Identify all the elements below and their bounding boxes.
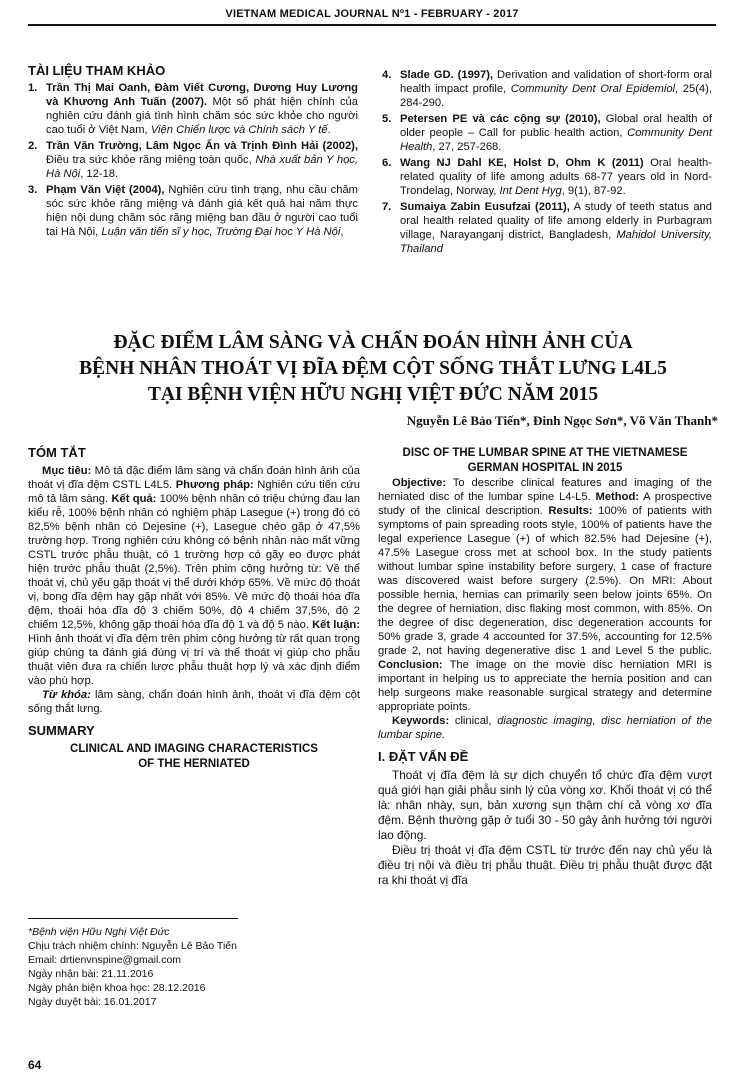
summary-keywords-label: Keywords: bbox=[392, 715, 450, 727]
intro-paragraph-2: Điều trị thoát vị đĩa đệm CSTL từ trước đến nay chủ yếu là điều trị nội và điều trị phẫu thuật. Điều trị phẫu thuật được đặt ra khi thoát vị đĩa bbox=[378, 843, 712, 887]
journal-header: VIETNAM MEDICAL JOURNAL Nº1 - FEBRUARY - 2017 bbox=[225, 8, 519, 20]
reference-number: 5. bbox=[382, 113, 392, 125]
reference-tail: , bbox=[340, 226, 344, 238]
title-line: ĐẶC ĐIỂM LÂM SÀNG VÀ CHẨN ĐOÁN HÌNH ẢNH CỦA bbox=[113, 332, 633, 353]
summary-results-text: 100% of patients with symptoms of pain spreading roots style, 100% of patients have the legal experience Lasegue (+) of which 82.5% had Dejesine (+), 47.5% Lasegue cross met at school box. In the study patients without lumbar spine instability before surgery, 1 case of fracture was discovered waist before surgery (2.5%). On MRI: About possible hernia, hernias can primarily seen below joints 65%. On the degree of herniation, disc flaking most common, with 85%. On the degree of disc degeneration, disc degeneration accounts for 50% grade 3, grade 4 accounted for 37.5%, accounting for 12.5% grade 2, not having degenerative disc 1 and Level 5 the public. bbox=[378, 505, 712, 657]
objective-text: Mô tả đặc điểm lâm sàng và chẩn đoán hình ảnh của thoát vị đĩa đệm CSTL L4L5. bbox=[28, 465, 360, 491]
references-left-column bbox=[28, 64, 358, 241]
summary-title-part2: DISC OF THE LUMBAR SPINE AT THE VIETNAMESE GERMAN HOSPITAL IN 2015 bbox=[402, 447, 688, 474]
footnote-responsible: Chịu trách nhiệm chính: Nguyễn Lê Bảo Tiến bbox=[28, 940, 237, 952]
reference-item bbox=[28, 183, 358, 239]
summary-conclusion-label: Conclusion: bbox=[378, 659, 443, 671]
reference-text: Điều tra sức khỏe răng miệng toàn quốc, bbox=[46, 154, 256, 166]
results-text: 100% bệnh nhân có triệu chứng đau lan kiểu rễ, 100% bệnh nhân có nghiệm pháp Lasegue (+) trong đó có 82,5% bệnh nhân có Dejesine (+), Lasegue chéo gặp ở 47,5% trường hợp. Trong nghiên cứu không có bệnh nhân nào mất vững CSTL trước phẫu thuật, có 1 trường hợp có gãy eo được phát hiện trước phẫu thuật (2,5%). Trên phim cộng hưởng từ: Về thể thoát vị, chủ yếu gặp thoát vị thể dưới khớp 65%. Về mức độ thoát vị, bong đĩa đệm hay gặp nhất với 85%. Về mức độ thoái hóa đĩa đệm, thoái hóa đĩa độ 3 chiếm 50%, độ 4 chiếm 37,5%, độ 2 chiếm 12,5%, không gặp thoái hóa đĩa độ 1 và độ 5 nào. bbox=[28, 493, 361, 631]
method-label: Phương pháp: bbox=[175, 479, 254, 491]
summary-heading: SUMMARY bbox=[28, 723, 95, 738]
reference-item bbox=[382, 68, 712, 110]
footnote-rule bbox=[28, 918, 238, 919]
summary-method-text: A prospective study of the clinical description. bbox=[378, 491, 712, 517]
references-heading: TÀI LIỆU THAM KHẢO bbox=[28, 63, 166, 78]
reference-text: Oral health-related quality of life among adults 68-77 years old in Nord-Trondelag, Norway, bbox=[400, 157, 712, 197]
left-body-column bbox=[28, 446, 360, 772]
article-title bbox=[30, 330, 716, 408]
summary-method-label: Method: bbox=[595, 491, 640, 503]
footnote bbox=[28, 925, 258, 1009]
summary-objective-text: To describe clinical features and imaging of the herniated disc of the lumbar spine L4-L5. bbox=[378, 477, 712, 503]
reference-text: Global oral health of older people – Call for public health action, bbox=[400, 113, 712, 139]
footnote-received: Ngày nhận bài: 21.11.2016 bbox=[28, 968, 154, 980]
reference-number: 4. bbox=[382, 69, 392, 81]
footnote-affiliation: *Bệnh viện Hữu Nghị Việt Đức bbox=[28, 926, 170, 938]
reference-text: Derivation and validation of short-form oral health impact profile, bbox=[400, 69, 712, 95]
reference-authors: Trần Thị Mai Oanh, Đàm Viết Cương, Dương Huy Lương và Khương Anh Tuấn (2007). bbox=[46, 82, 358, 108]
page-number: 64 bbox=[28, 1058, 42, 1072]
reference-item bbox=[28, 139, 358, 181]
intro-heading: I. ĐẶT VẤN ĐỀ bbox=[378, 749, 469, 764]
reference-authors: Sumaiya Zabin Eusufzai (2011), bbox=[400, 201, 570, 213]
reference-item bbox=[382, 156, 712, 198]
abstract-heading: TÓM TẮT bbox=[28, 445, 86, 460]
footnote-accepted: Ngày duyệt bài: 16.01.2017 bbox=[28, 996, 157, 1008]
references-right-column bbox=[382, 68, 712, 258]
reference-source: Nhà xuất bản Y học, Hà Nội bbox=[46, 154, 358, 180]
summary-paragraph bbox=[378, 476, 712, 714]
reference-tail: , 25(4), 284-290. bbox=[400, 83, 712, 109]
summary-keywords bbox=[378, 714, 712, 742]
reference-authors: Wang NJ Dahl KE, Holst D, Ohm K (2011) bbox=[400, 157, 644, 169]
reference-number: 2. bbox=[28, 140, 38, 152]
footnote-review: Ngày phản biện khoa học: 28.12.2016 bbox=[28, 982, 206, 994]
reference-item bbox=[382, 200, 712, 256]
article-authors: Nguyễn Lê Bảo Tiến*, Đinh Ngọc Sơn*, Võ Văn Thanh* bbox=[406, 413, 718, 428]
conclusion-label: Kết luận: bbox=[312, 619, 360, 631]
footnote-email: Email: drtienvnspine@gmail.com bbox=[28, 954, 182, 966]
method-text: Nghiên cứu tiến cứu mô tả lâm sàng. bbox=[28, 479, 361, 505]
reference-authors: Slade GD. (1997), bbox=[400, 69, 494, 81]
keywords-vi bbox=[28, 688, 360, 716]
reference-tail: , 9(1), 87-92. bbox=[561, 185, 626, 197]
summary-objective-label: Objective: bbox=[392, 477, 447, 489]
reference-source: Community Dent Oral Epidemiol bbox=[510, 83, 676, 95]
reference-text: Một số phát hiện chính của nghiên cứu đánh giá tình hình chăm sóc sức khỏe cho người cao tuổi ở Việt Nam, bbox=[46, 96, 359, 136]
title-line: BỆNH NHÂN THOÁT VỊ ĐĨA ĐỆM CỘT SỐNG THẮT LƯNG L4L5 bbox=[79, 358, 667, 379]
reference-authors: Trần Văn Trường, Lâm Ngọc Ấn và Trịnh Đình Hải (2002), bbox=[46, 140, 358, 152]
reference-text: A study of teeth status and oral health related quality of life among elderly in Purbagram village, Narayanganj district, Bangladesh, bbox=[400, 201, 712, 241]
summary-conclusion-text: The image on the movie disc herniation MRI is important in helping us to appreciate the hernia position and can help surgeons make reasonable surgical strategy and determine appropriate points. bbox=[378, 659, 712, 713]
conclusion-text: Hình ảnh thoát vị đĩa đệm trên phim cộng hưởng từ rất quan trọng giúp chúng ta đánh giá đúng vị trí và thể thoát vị giúp cho phẫu thuật viên đưa ra chiến lược phẫu thuật hợp lý và xác định điểm vào phù hợp. bbox=[28, 633, 360, 687]
reference-number: 7. bbox=[382, 201, 392, 213]
reference-item bbox=[28, 81, 358, 137]
summary-keywords-italic: diagnostic imaging, disc herniation of the lumbar spine. bbox=[378, 715, 712, 741]
intro-paragraph-1: Thoát vị đĩa đệm là sự dịch chuyển tổ chức đĩa đệm vượt quá giới hạn giải phẫu sinh lý của vòng xơ. Khối thoát vị có thể là: nhân nhày, sụn, bản xương sụn thậm chí cả vòng xơ đĩa đệm. Bệnh thường gặp ở tuổi 30 - 50 gây ảnh hưởng tới người lao động. bbox=[378, 768, 712, 842]
keywords-label: Từ khóa: bbox=[42, 689, 91, 701]
summary-results-label: Results: bbox=[548, 505, 593, 517]
reference-number: 1. bbox=[28, 82, 38, 94]
reference-tail: , 12-18. bbox=[80, 168, 119, 180]
reference-source: Luận văn tiến sĩ y học, Trường Đại học Y Hà Nội bbox=[101, 226, 341, 238]
reference-source: Int Dent Hyg bbox=[499, 185, 562, 197]
reference-source: Viện Chiến lược và Chính sách Y tế bbox=[150, 124, 328, 136]
right-body-column bbox=[378, 446, 712, 888]
header-rule bbox=[28, 24, 716, 26]
reference-tail: . bbox=[327, 124, 331, 136]
reference-number: 6. bbox=[382, 157, 392, 169]
reference-item bbox=[382, 112, 712, 154]
objective-label: Mục tiêu: bbox=[42, 465, 92, 477]
reference-tail: , 27, 257-268. bbox=[432, 141, 502, 153]
reference-authors: Petersen PE và các cộng sự (2010), bbox=[400, 113, 601, 125]
title-line: TẠI BỆNH VIỆN HỮU NGHỊ VIỆT ĐỨC NĂM 2015 bbox=[147, 384, 599, 405]
reference-number: 3. bbox=[28, 184, 38, 196]
keywords-text: lâm sàng, chẩn đoán hình ảnh, thoát vị đĩa đệm cột sống thắt lưng. bbox=[28, 689, 360, 715]
results-label: Kết quả: bbox=[111, 493, 157, 505]
summary-title-part1: CLINICAL AND IMAGING CHARACTERISTICS OF THE HERNIATED bbox=[70, 743, 318, 770]
reference-authors: Phạm Văn Việt (2004), bbox=[46, 184, 165, 196]
reference-text: Nghiên cứu tình trạng, nhu cầu chăm sóc sức khỏe răng miệng và đánh giá kết quả hai năm thực hiện nội dung chăm sóc răng miệng ban đầu ở người cao tuổi tại Hà Nội, bbox=[46, 184, 358, 238]
summary-keywords-text: clinical, bbox=[449, 715, 498, 727]
abstract-vi-paragraph bbox=[28, 464, 360, 688]
reference-source: Community Dent Health bbox=[400, 127, 713, 153]
reference-source: Mahidol University, Thailand bbox=[400, 229, 712, 255]
